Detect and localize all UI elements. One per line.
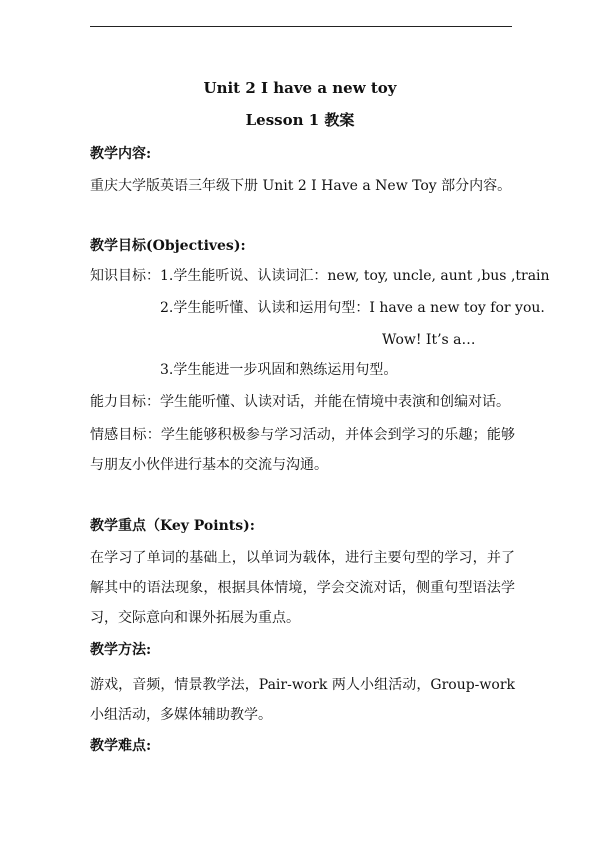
knowledge-objective-3: 3.学生能进一步巩固和熟练运用句型。 [160, 362, 398, 378]
header-rule [90, 26, 512, 27]
content-heading: 教学内容: [90, 146, 152, 162]
knowledge-objective-1: 知识目标：1.学生能听说、认读词汇：new, toy, uncle, aunt ,bus ,train [90, 268, 550, 284]
ability-objective: 能力目标：学生能听懂、认读对话，并能在情境中表演和创编对话。 [90, 394, 510, 410]
methods-heading: 教学方法: [90, 642, 152, 658]
objectives-heading: 教学目标(Objectives): [90, 238, 246, 254]
difficulties-heading: 教学难点: [90, 738, 152, 754]
content-text: 重庆大学版英语三年级下册 Unit 2 I Have a New Toy 部分内容。 [90, 178, 512, 194]
knowledge-objective-2: 2.学生能听懂、认读和运用句型：I have a new toy for you. [160, 300, 545, 316]
key-points-heading: 教学重点（Key Points): [90, 518, 255, 534]
knowledge-objective-2-continued: Wow! It’s a… [382, 332, 476, 348]
emotion-objective: 情感目标：学生能够积极参与学习活动，并体会到学习的乐趣；能够与朋友小伙伴进行基本的交流与沟通。 [90, 427, 515, 473]
document-title: Unit 2 I have a new toy [203, 79, 397, 97]
key-points-text: 在学习了单词的基础上，以单词为载体，进行主要句型的学习，并了解其中的语法现象，根据具体情境，学会交流对话，侧重句型语法学习，交际意向和课外拓展为重点。 [90, 550, 515, 626]
document-subtitle: Lesson 1 教案 [245, 111, 355, 129]
methods-text: 游戏，音频，情景教学法，Pair-work 两人小组活动，Group-work 小组活动，多媒体辅助教学。 [90, 677, 515, 723]
